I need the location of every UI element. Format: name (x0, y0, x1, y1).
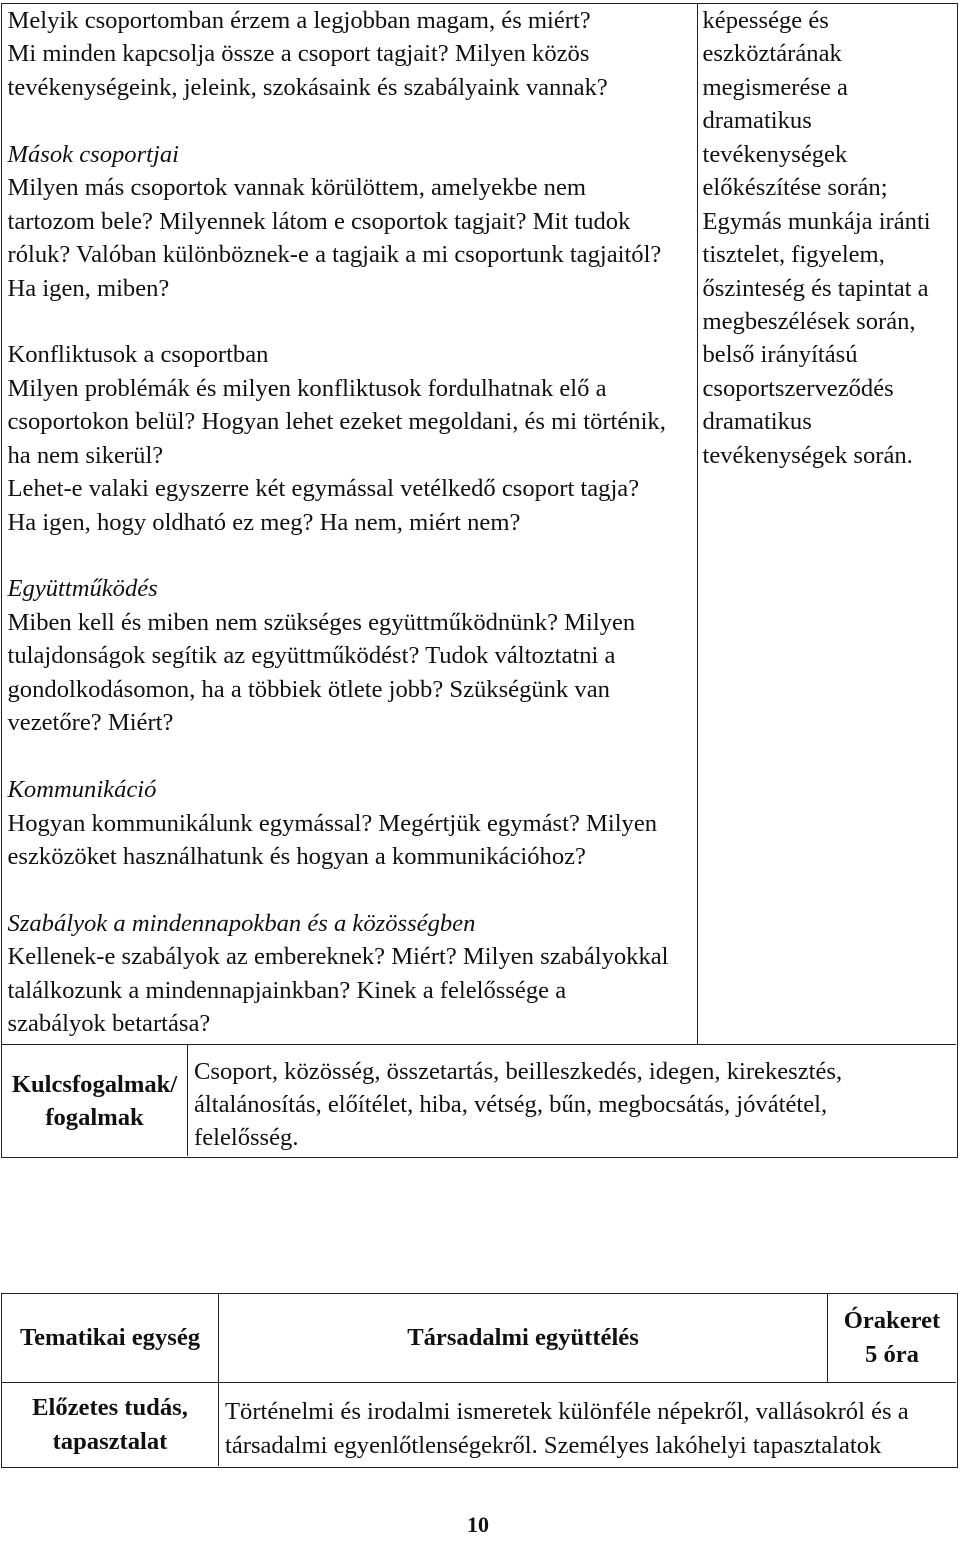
section-line: Lehet-e valaki egyszerre két egymással vetélkedő csoport tagja? (7, 475, 640, 503)
goals-cell (698, 4, 956, 1044)
unit-table (1, 1293, 958, 1468)
section-line: Kellenek-e szabályok az embereknek? Miért? Milyen szabályokkal (7, 943, 669, 971)
goals-line: előkészítése során; (702, 174, 888, 202)
section-line: tartozom bele? Milyennek látom e csoportok tagjait? Mit tudok (7, 207, 631, 235)
goals-line: Egymás munkája iránti (702, 207, 931, 235)
prior-knowledge-label-line: Előzetes tudás, (32, 1394, 188, 1421)
section-line: tulajdonságok segítik az együttműködést? Tudok változtatni a (7, 642, 616, 670)
key-concepts-label (2, 1045, 188, 1156)
section-line: Milyen problémák és milyen konfliktusok fordulhatnak elő a (7, 374, 607, 402)
page-number: 10 (467, 1512, 489, 1537)
section-line: gondolkodásomon, ha a többiek ötlete jobb? Szükségünk van (7, 675, 610, 703)
goals-line: csoportszerveződés (702, 374, 894, 402)
prior-knowledge-line: Történelmi és irodalmi ismeretek különféle népekről, vallásokról és a (225, 1398, 909, 1425)
prior-knowledge-row (2, 1383, 956, 1466)
section-line: Ha igen, miben? (7, 274, 170, 302)
section-line: Milyen más csoportok vannak körülöttem, amelyekbe nem (7, 174, 586, 202)
key-concepts-label-line: fogalmak (45, 1103, 144, 1131)
section-line: találkozunk a mindennapjainkban? Kinek a felelőssége a (7, 976, 567, 1004)
goals-line: képessége és (702, 7, 829, 34)
section-heading: Mások csoportjai (7, 140, 179, 168)
questions-cell (2, 4, 698, 1044)
section-line: Hogyan kommunikálunk egymással? Megértjük egymást? Milyen (7, 809, 658, 837)
goals-line: megismerése a (702, 73, 848, 101)
section-line: csoportokon belül? Hogyan lehet ezeket megoldani, és mi történik, (7, 408, 666, 436)
unit-label: Tematikai egység (19, 1324, 201, 1351)
time-frame-cell (828, 1294, 956, 1382)
section-heading: Szabályok a mindennapokban és a közösségben (7, 909, 476, 937)
goals-line: dramatikus (702, 408, 812, 436)
goals-line: eszköztárának (702, 40, 842, 68)
goals-line: tevékenységek (702, 140, 848, 168)
section-line: Ha igen, hogy oldható ez meg? Ha nem, miért nem? (7, 508, 521, 536)
section-others-groups (8, 138, 698, 305)
key-concepts-line: általánosítás, előítélet, hiba, vétség, bűn, megbocsátás, jóvátétel, (194, 1091, 828, 1118)
key-concepts-content (188, 1045, 956, 1156)
section-rules (8, 907, 698, 1041)
time-label: Órakeret (843, 1307, 941, 1334)
intro-line: tevékenységeink, jeleink, szokásaink és szabályaink vannak? (7, 73, 608, 101)
unit-label-cell (2, 1294, 219, 1382)
section-heading: Konfliktusok a csoportban (7, 341, 269, 369)
section-heading: Együttműködés (7, 575, 158, 603)
unit-title: Társadalmi együttélés (407, 1324, 639, 1351)
section-heading: Kommunikáció (7, 776, 157, 804)
section-line: róluk? Valóban különböznek-e a tagjaik a mi csoportunk tagjaitól? (7, 241, 662, 269)
section-conflicts (8, 338, 698, 539)
goals-line: tisztelet, figyelem, (702, 241, 885, 269)
prior-knowledge-label-line: tapasztalat (52, 1427, 168, 1455)
prior-knowledge-label (2, 1383, 219, 1466)
key-concepts-line: felelősség. (194, 1124, 299, 1151)
section-line: vezetőre? Miért? (7, 709, 174, 737)
key-concepts-label-line: Kulcsfogalmak/ (11, 1070, 178, 1098)
section-line: Miben kell és miben nem szükséges együttműködnünk? Milyen (7, 608, 636, 636)
prior-knowledge-line: társadalmi egyenlőtlenségekről. Személyes lakóhelyi tapasztalatok (225, 1431, 882, 1459)
goals-line: belső irányítású (702, 341, 858, 369)
key-concepts-line: Csoport, közösség, összetartás, beilleszkedés, idegen, kirekesztés, (194, 1058, 843, 1085)
section-line: ha nem sikerül? (7, 441, 164, 469)
goals-line: tevékenységek során. (702, 441, 913, 469)
key-concepts-row (2, 1044, 956, 1156)
unit-header-row (2, 1294, 956, 1383)
goals-line: megbeszélések során, (702, 307, 916, 335)
intro-line: Mi minden kapcsolja össze a csoport tagjait? Milyen közös (7, 40, 590, 68)
section-line: szabályok betartása? (7, 1010, 211, 1038)
time-value: 5 óra (865, 1341, 919, 1368)
unit-title-cell (219, 1294, 828, 1382)
goals-line: dramatikus (702, 107, 812, 135)
curriculum-table (1, 3, 958, 1158)
section-line: eszközöket használhatunk és hogyan a kommunikációhoz? (7, 842, 586, 870)
goals-line: őszinteség és tapintat a (702, 274, 929, 302)
section-communication (8, 773, 698, 873)
prior-knowledge-content (219, 1383, 956, 1466)
intro-line: Melyik csoportomban érzem a legjobban magam, és miért? (7, 7, 591, 34)
section-cooperation (8, 572, 698, 739)
